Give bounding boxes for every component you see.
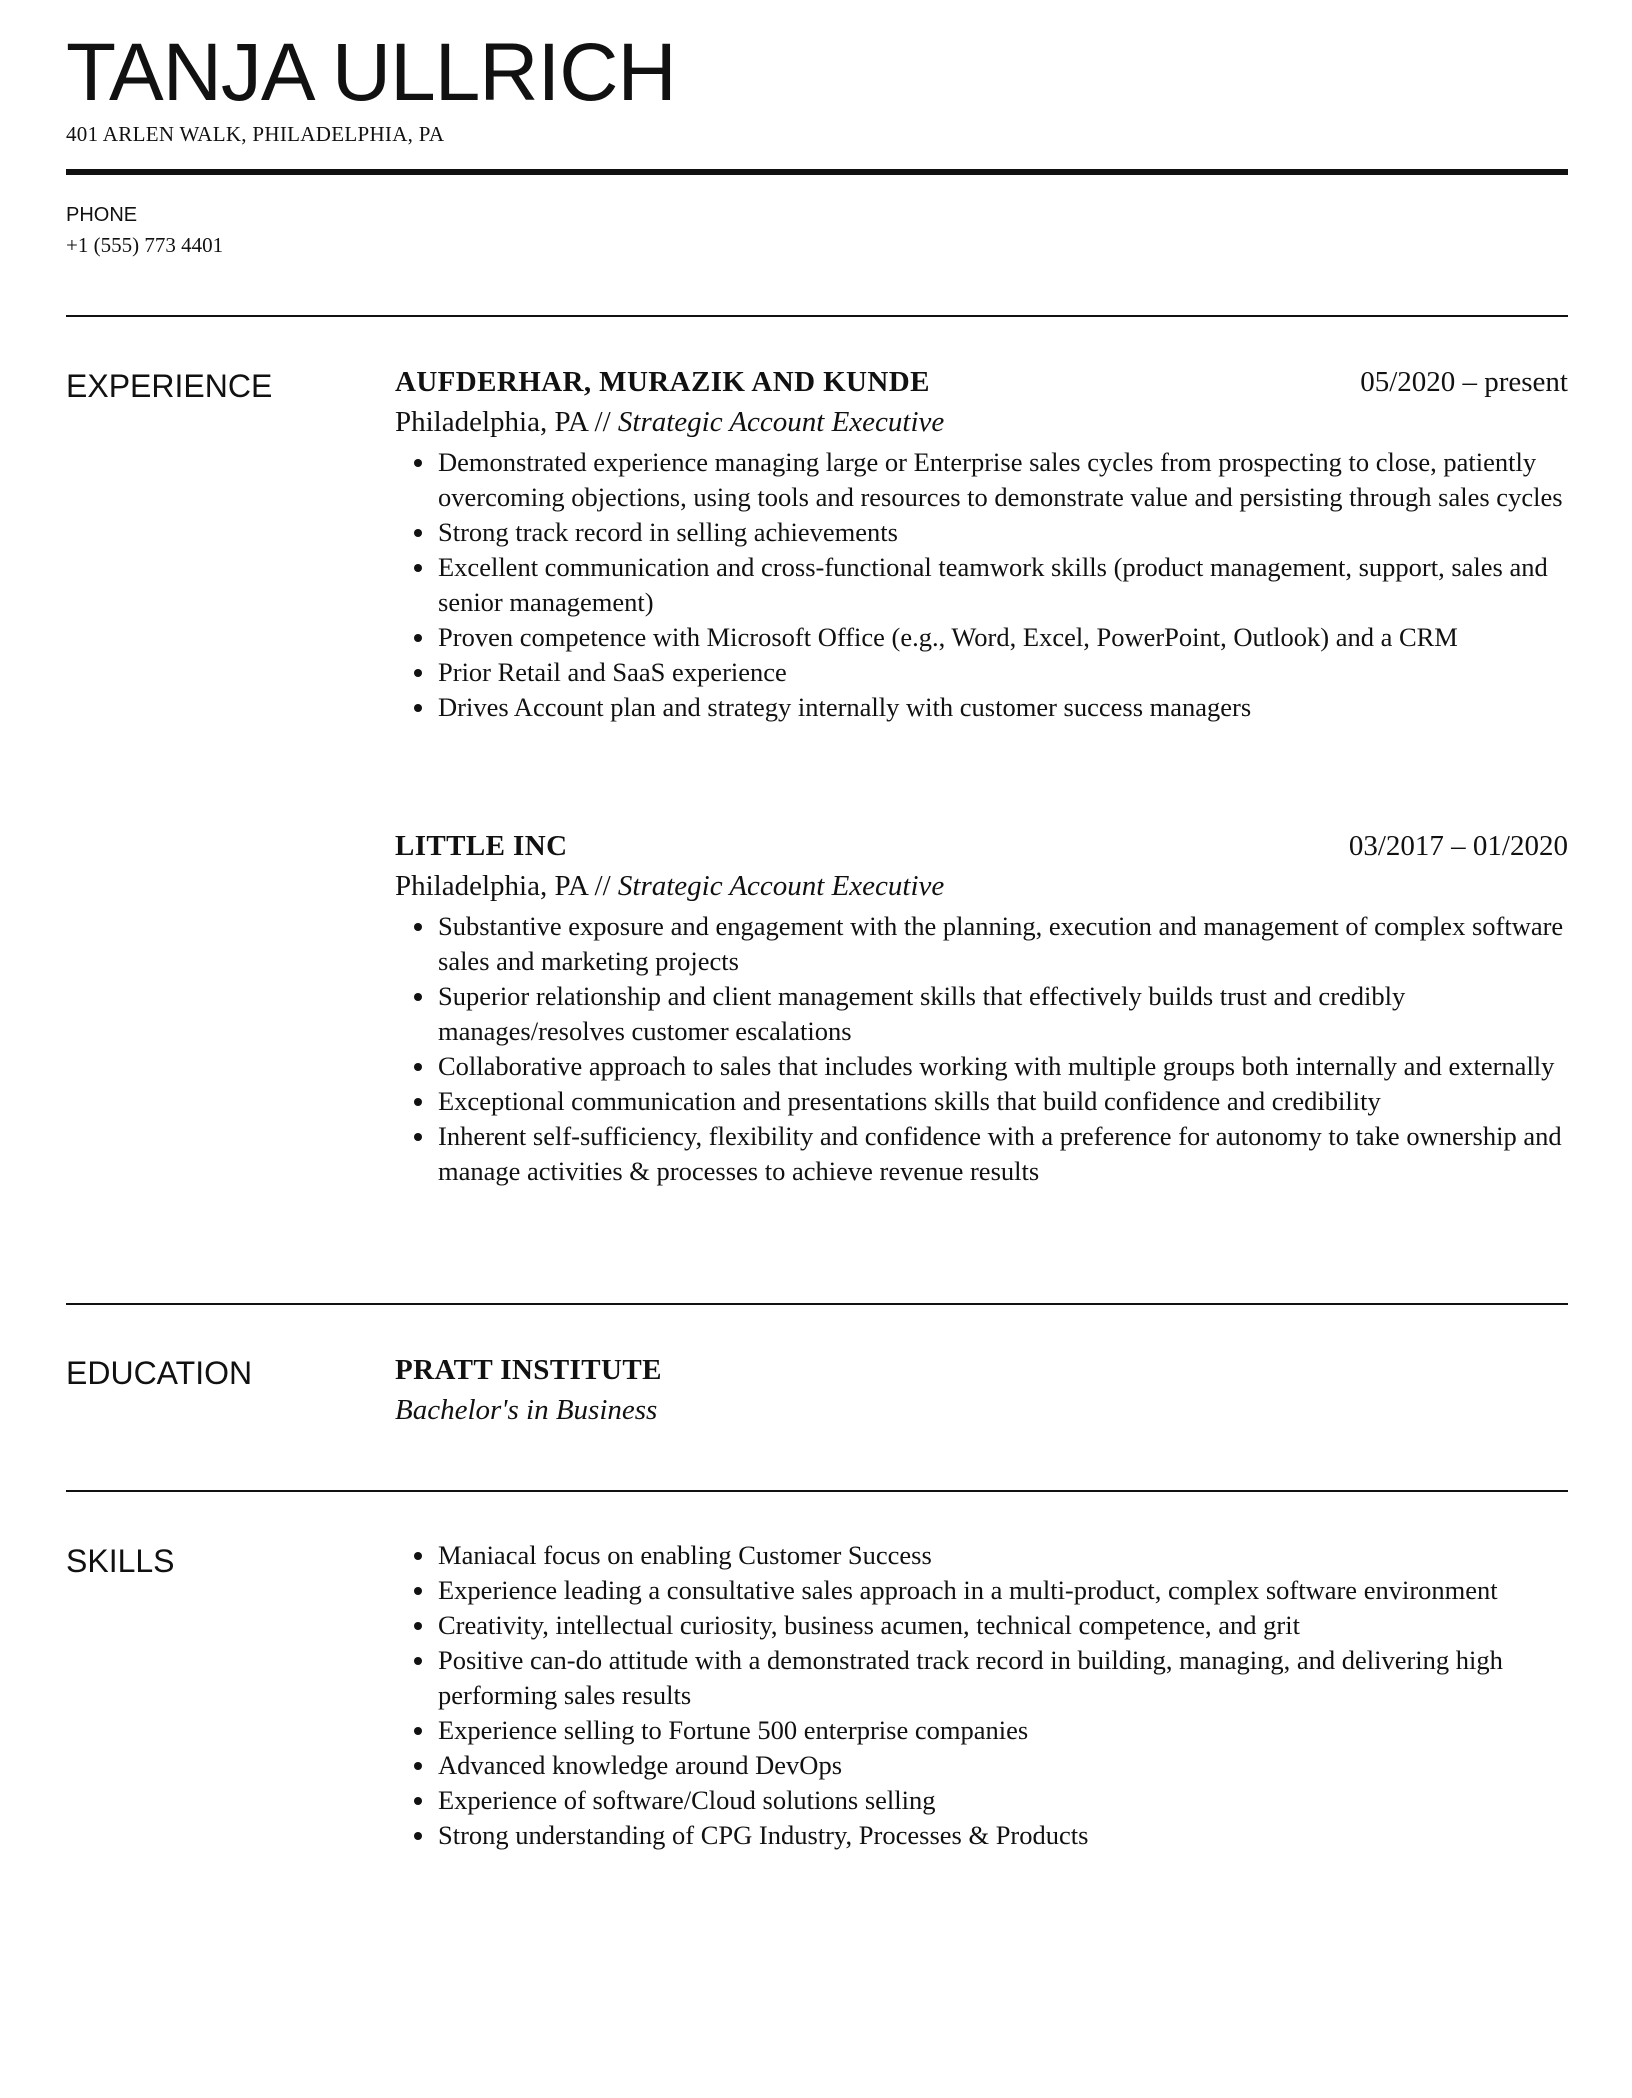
skills-list [395, 1538, 1568, 1853]
list-item: Experience leading a consultative sales approach in a multi-product, complex software environment [438, 1573, 1568, 1608]
list-item: Strong track record in selling achievements [438, 515, 1568, 550]
list-item: Experience selling to Fortune 500 enterprise companies [438, 1713, 1568, 1748]
experience-heading: EXPERIENCE [66, 368, 273, 404]
job-location: Philadelphia, PA [395, 406, 588, 438]
school-name: PRATT INSTITUTE [395, 1354, 662, 1386]
job-title: Strategic Account Executive [617, 870, 945, 902]
job-dates: 05/2020 – present [1360, 366, 1568, 398]
job-company: LITTLE INC [395, 830, 568, 862]
list-item: Advanced knowledge around DevOps [438, 1748, 1568, 1783]
section-divider [66, 1490, 1568, 1492]
list-item: Demonstrated experience managing large or Enterprise sales cycles from prospecting to close, patiently overcoming objections, using tools and resources to demonstrate value and persisting through sales cycles [438, 445, 1568, 515]
experience-job-1 [395, 362, 1568, 725]
candidate-name: TANJA ULLRICH [66, 27, 676, 118]
list-item: Experience of software/Cloud solutions selling [438, 1783, 1568, 1818]
phone-number: +1 (555) 773 4401 [66, 233, 224, 257]
experience-job-2 [395, 826, 1568, 1189]
job-location-title [395, 866, 1568, 906]
job-company: AUFDERHAR, MURAZIK AND KUNDE [395, 366, 930, 398]
list-item: Substantive exposure and engagement with the planning, execution and management of complex software sales and marketing projects [438, 909, 1568, 979]
section-divider [66, 315, 1568, 317]
list-item: Superior relationship and client management skills that effectively builds trust and credibly manages/resolves customer escalations [438, 979, 1568, 1049]
list-item: Drives Account plan and strategy internally with customer success managers [438, 690, 1568, 725]
skills-entry [395, 1538, 1568, 1853]
candidate-address: 401 ARLEN WALK, PHILADELPHIA, PA [66, 122, 445, 146]
list-item: Maniacal focus on enabling Customer Success [438, 1538, 1568, 1573]
job-location-title [395, 402, 1568, 442]
job-title: Strategic Account Executive [617, 406, 945, 438]
degree: Bachelor's in Business [395, 1394, 658, 1426]
header-divider [66, 169, 1568, 175]
list-item: Collaborative approach to sales that includes working with multiple groups both internally and externally [438, 1049, 1568, 1084]
education-heading: EDUCATION [66, 1355, 253, 1391]
job-location: Philadelphia, PA [395, 870, 588, 902]
education-entry [395, 1350, 1568, 1430]
list-item: Exceptional communication and presentations skills that build confidence and credibility [438, 1084, 1568, 1119]
list-item: Positive can-do attitude with a demonstrated track record in building, managing, and delivering high performing sales results [438, 1643, 1568, 1713]
list-item: Prior Retail and SaaS experience [438, 655, 1568, 690]
list-item: Creativity, intellectual curiosity, business acumen, technical competence, and grit [438, 1608, 1568, 1643]
list-item: Proven competence with Microsoft Office (e.g., Word, Excel, PowerPoint, Outlook) and a CRM [438, 620, 1568, 655]
job-bullets [395, 909, 1568, 1189]
job-separator: // [587, 870, 618, 902]
list-item: Inherent self-sufficiency, flexibility and confidence with a preference for autonomy to take ownership and manage activities & processes to achieve revenue results [438, 1119, 1568, 1189]
skills-heading: SKILLS [66, 1543, 175, 1579]
job-bullets [395, 445, 1568, 725]
job-dates: 03/2017 – 01/2020 [1348, 830, 1568, 862]
section-divider [66, 1303, 1568, 1305]
job-separator: // [587, 406, 618, 438]
phone-label: PHONE [66, 204, 138, 226]
list-item: Excellent communication and cross-functional teamwork skills (product management, support, sales and senior management) [438, 550, 1568, 620]
list-item: Strong understanding of CPG Industry, Processes & Products [438, 1818, 1568, 1853]
